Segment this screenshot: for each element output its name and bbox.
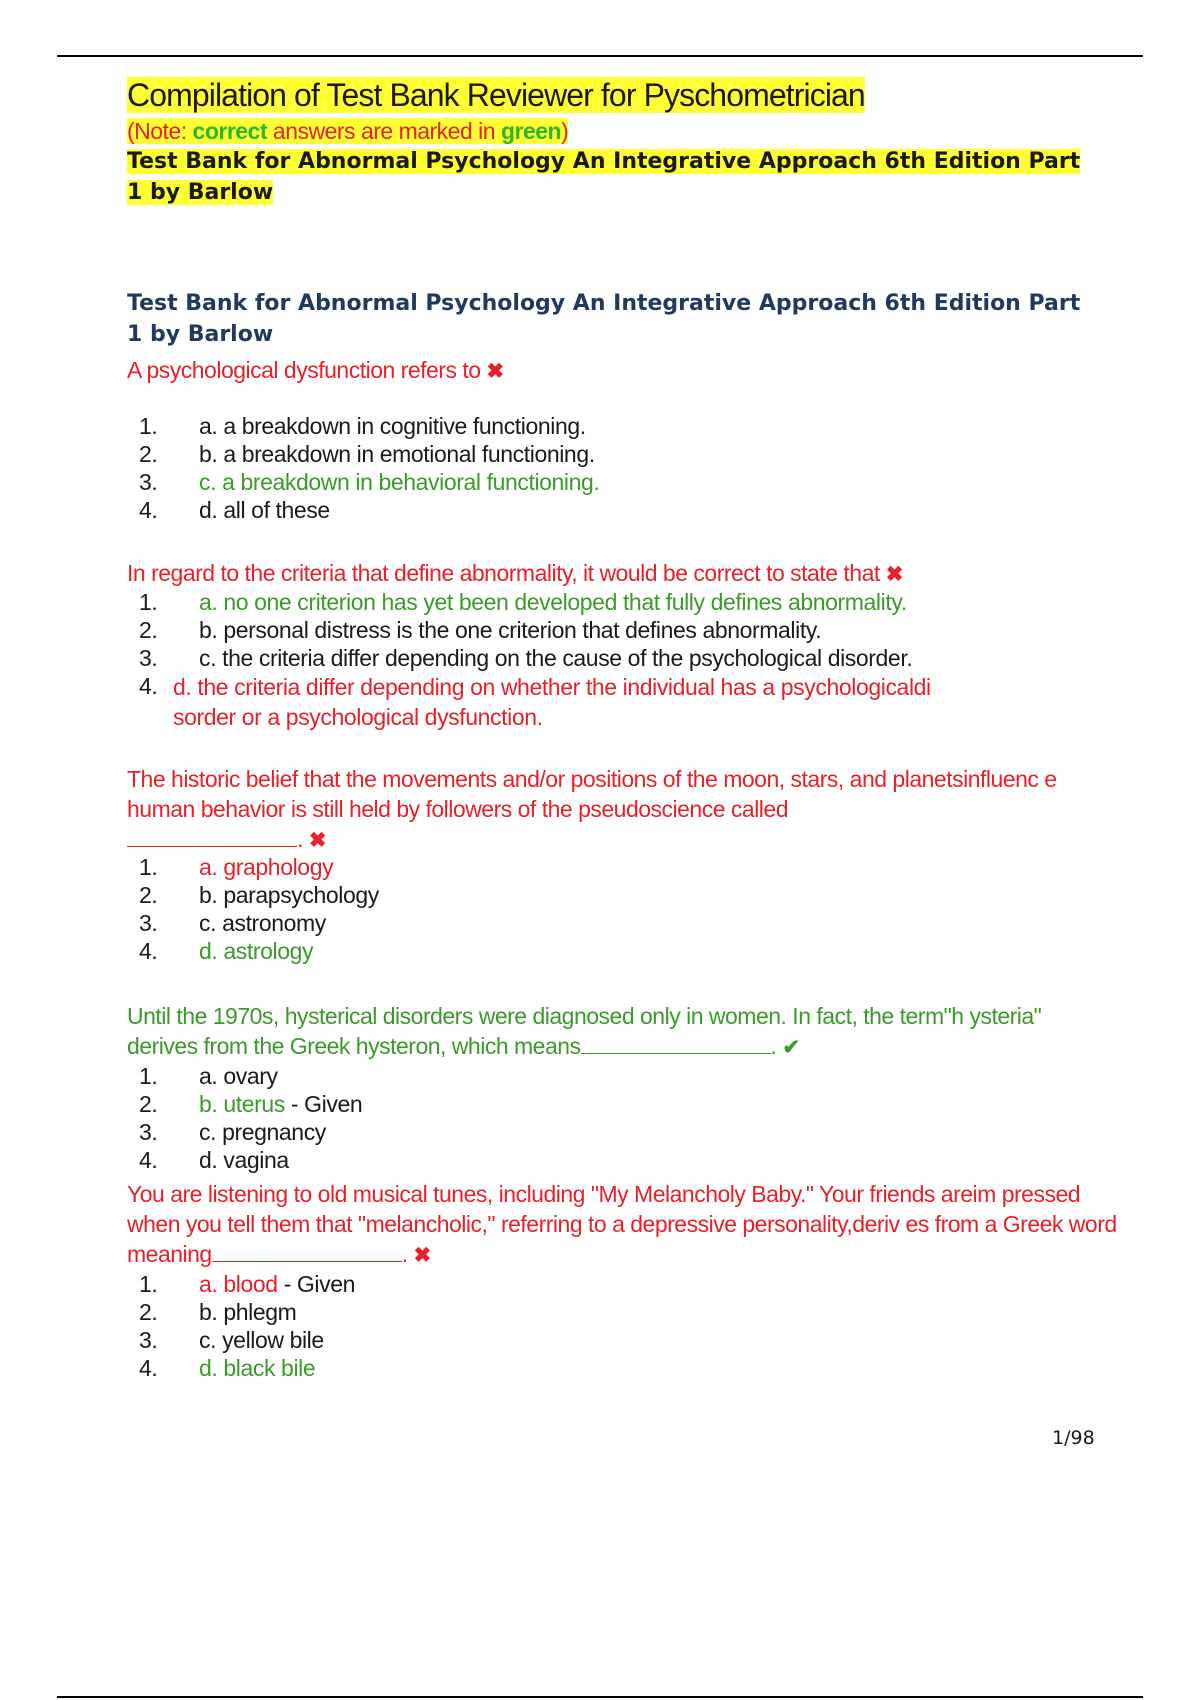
document-subtitle-text: Test Bank for Abnormal Psychology An Integrative Approach 6th Edition Part 1 by Barlow	[127, 149, 1081, 205]
question-4-text: Until the 1970s, hysterical disorders were diagnosed only in women. In fact, the term"h ysteria" derives from the Greek hysteron, which means	[127, 1003, 1042, 1059]
note-green-word: green	[500, 118, 562, 144]
list-item: 4. d. black bile	[139, 1355, 316, 1381]
question-2-text: In regard to the criteria that define abnormality, it would be correct to state that	[127, 560, 880, 586]
section-heading: Test Bank for Abnormal Psychology An Integrative Approach 6th Edition Part 1 by Barlow	[127, 291, 1081, 347]
list-item: 2. b. uterus - Given	[139, 1091, 363, 1117]
wrong-mark-icon: ✖	[413, 1244, 431, 1267]
list-item: 2. b. personal distress is the one criterion that defines abnormality.	[139, 617, 822, 643]
document-title	[127, 76, 865, 114]
question-4	[127, 1001, 1117, 1063]
list-item: 1. a. blood - Given	[139, 1271, 355, 1297]
document-title-text: Compilation of Test Bank Reviewer for Pyschometrician	[127, 77, 865, 113]
list-item: 4. d. vagina	[139, 1147, 289, 1173]
list-item: 3. c. the criteria differ depending on the cause of the psychological disorder.	[139, 645, 913, 671]
question-4-suffix: .	[770, 1033, 777, 1059]
list-item: 1. a. graphology	[139, 854, 334, 880]
list-item: 1. a. a breakdown in cognitive functioning.	[139, 413, 586, 439]
note-correct-word: correct	[192, 118, 268, 144]
question-2	[127, 558, 1117, 590]
answer-key-note	[127, 116, 568, 146]
check-mark-icon: ✔	[782, 1036, 800, 1059]
list-item: 4. d. all of these	[139, 497, 330, 523]
list-item: 1. a. ovary	[139, 1063, 278, 1089]
page-number: 1/98	[1052, 1427, 1095, 1449]
list-item: 1. a. no one criterion has yet been developed that fully defines abnormality.	[139, 589, 907, 615]
list-item: 4. d. the criteria differ depending on whether the individual has a psychologicaldi sorder or a psychological dysfunction.	[139, 673, 931, 730]
wrong-mark-icon: ✖	[308, 829, 326, 852]
question-5-options	[127, 1270, 1127, 1382]
document-subtitle	[127, 146, 1087, 208]
note-close: )	[561, 118, 569, 144]
question-1	[127, 355, 1117, 387]
list-item: 3. c. astronomy	[139, 910, 326, 936]
wrong-mark-icon: ✖	[486, 360, 504, 383]
answer-blank	[212, 1239, 402, 1262]
question-5	[127, 1179, 1117, 1271]
list-item: 3. c. a breakdown in behavioral functioning.	[139, 469, 600, 495]
question-3-text: The historic belief that the movements and/or positions of the moon, stars, and planetsinfluenc e human behavior is still held by followers of the pseudoscience called	[127, 766, 1057, 822]
list-item: 2. b. phlegm	[139, 1299, 297, 1325]
wrong-mark-icon: ✖	[885, 563, 903, 586]
question-3	[127, 764, 1117, 856]
question-1-text: A psychological dysfunction refers to	[127, 357, 481, 383]
bottom-rule	[57, 1696, 1143, 1698]
list-item: 3. c. yellow bile	[139, 1327, 324, 1353]
question-4-options	[127, 1062, 1127, 1174]
top-rule	[57, 55, 1143, 57]
list-item: 2. b. parapsychology	[139, 882, 379, 908]
question-5-text: You are listening to old musical tunes, including "My Melancholy Baby." Your friends areim pressed when you tell them that "melancholic," referring to a depressive personality,deriv es from a Greek word meaning	[127, 1181, 1117, 1267]
answer-blank	[127, 824, 297, 847]
list-item: 4. d. astrology	[139, 938, 314, 964]
question-5-suffix: .	[401, 1241, 408, 1267]
list-item: 2. b. a breakdown in emotional functioning.	[139, 441, 595, 467]
question-3-suffix: .	[297, 826, 303, 852]
question-3-options	[127, 853, 1127, 965]
answer-blank	[581, 1031, 771, 1054]
note-middle: answers are marked in	[267, 118, 501, 144]
note-open: (Note:	[127, 118, 193, 144]
list-item: 3. c. pregnancy	[139, 1119, 326, 1145]
question-1-options	[127, 412, 1127, 524]
question-2-options	[127, 588, 1127, 732]
